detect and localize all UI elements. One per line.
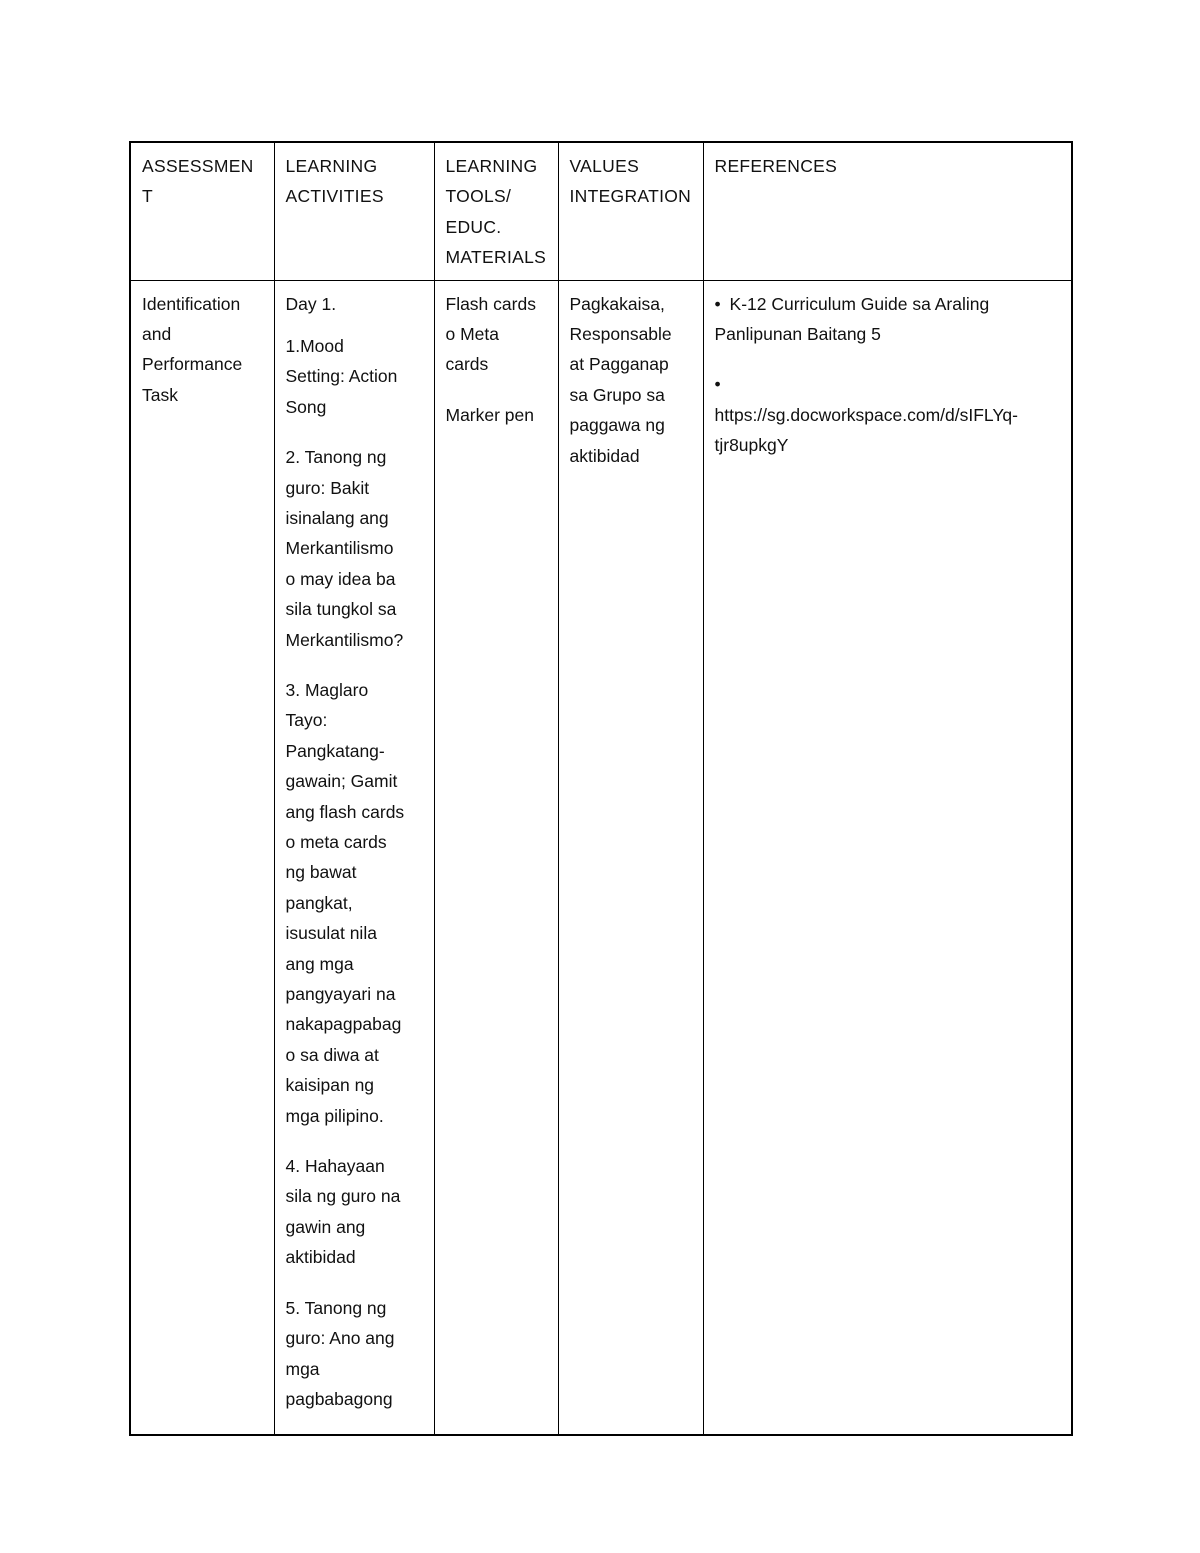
tools-line: Flash cards (445, 293, 536, 314)
activity-line: o may idea ba (285, 568, 396, 589)
tools-line: cards (445, 354, 489, 375)
cell-assessment (130, 280, 274, 1435)
values-line: Responsable (569, 323, 672, 344)
activity-line: mga pilipino. (285, 1105, 384, 1126)
tools-line: Marker pen (445, 404, 535, 425)
values-line: aktibidad (569, 445, 640, 466)
activity-line: 1.Mood (285, 335, 344, 356)
reference-link[interactable]: https://sg.docworkspace.com/d/sIFLYq- (714, 404, 1018, 425)
header-line: INTEGRATION (569, 186, 692, 207)
activity-line: Song (285, 396, 327, 417)
reference-line: K-12 Curriculum Guide sa Araling (729, 293, 990, 314)
activity-step-1 (286, 331, 424, 422)
reference-link[interactable]: tjr8upkgY (714, 435, 789, 456)
activity-line: Tayo: (285, 710, 328, 731)
activity-line: 5. Tanong ng (285, 1297, 387, 1318)
activity-line: 4. Hahayaan (285, 1156, 385, 1177)
activity-line: ang flash cards (285, 801, 405, 822)
activity-line: guro: Ano ang (285, 1328, 395, 1349)
activity-line: pangyayari na (285, 984, 396, 1005)
activity-line: Merkantilismo? (285, 629, 404, 650)
header-line: LEARNING (445, 156, 538, 176)
activity-line: sila tungkol sa (285, 599, 397, 620)
content-row (130, 280, 1072, 1435)
header-references (703, 142, 1072, 280)
cell-learning-tools (434, 280, 558, 1435)
assessment-line: and (142, 323, 172, 344)
values-line: Pagkakaisa, (569, 293, 665, 314)
values-line: sa Grupo sa (569, 384, 665, 405)
header-line: REFERENCES (714, 156, 838, 176)
header-line: ACTIVITIES (285, 186, 384, 207)
header-line: MATERIALS (445, 247, 547, 268)
header-line: TOOLS/ (445, 186, 512, 207)
activity-step-2 (286, 442, 424, 655)
reference-item-1 (715, 289, 1062, 350)
activity-line: o meta cards (285, 832, 387, 852)
activity-line: Pangkatang- (285, 740, 385, 761)
header-line: VALUES (569, 156, 640, 176)
activity-line: Setting: Action (285, 366, 398, 387)
activity-line: isinalang ang (285, 507, 389, 528)
header-line: ASSESSMENT (142, 156, 254, 207)
cell-references (703, 280, 1072, 1435)
header-values-integration (558, 142, 703, 280)
activity-step-3 (286, 675, 424, 1131)
assessment-line: Performance (142, 354, 243, 375)
activity-line: pangkat, (285, 892, 353, 913)
tools-line: o Meta (445, 323, 499, 344)
cell-learning-activities (274, 280, 434, 1435)
header-row (130, 142, 1072, 280)
bullet-icon: • (714, 374, 721, 395)
header-line: LEARNING (285, 156, 378, 176)
activity-line: guro: Bakit (285, 477, 370, 498)
bullet-icon: • (714, 293, 721, 314)
cell-values-integration (558, 280, 703, 1435)
activity-line: 3. Maglaro (285, 679, 369, 700)
values-line: at Pagganap (569, 354, 669, 375)
activity-line: sila ng guro na (285, 1186, 401, 1207)
activity-line: o sa diwa at (285, 1044, 379, 1065)
reference-line: Panlipunan Baitang 5 (714, 323, 881, 344)
values-line: paggawa ng (569, 415, 665, 436)
activity-line: isusulat nila (285, 923, 377, 944)
activity-step-4 (286, 1151, 424, 1273)
header-assessment (130, 142, 274, 280)
header-learning-tools (434, 142, 558, 280)
spacer (446, 380, 548, 400)
reference-item-2 (715, 369, 1062, 460)
activity-line: aktibidad (285, 1247, 356, 1268)
activity-line: pagbabagong (285, 1388, 393, 1409)
activity-line: gawain; Gamit (285, 771, 398, 792)
activity-line: mga (285, 1358, 320, 1379)
header-line: EDUC. (445, 216, 502, 237)
activity-line: ang mga (285, 953, 354, 974)
activity-line: nakapagpabag (285, 1014, 402, 1035)
header-learning-activities (274, 142, 434, 280)
activity-line: 2. Tanong ng (285, 447, 387, 468)
activity-line: ng bawat (285, 862, 357, 883)
lesson-plan-table (129, 141, 1073, 1436)
activity-line: Merkantilismo (285, 538, 394, 559)
activity-step-5 (286, 1293, 424, 1415)
assessment-line: Task (142, 384, 178, 405)
assessment-line: Identification (142, 293, 241, 314)
activity-line: gawin ang (285, 1216, 366, 1237)
activity-line: kaisipan ng (285, 1075, 375, 1096)
activity-day: Day 1. (285, 293, 337, 314)
